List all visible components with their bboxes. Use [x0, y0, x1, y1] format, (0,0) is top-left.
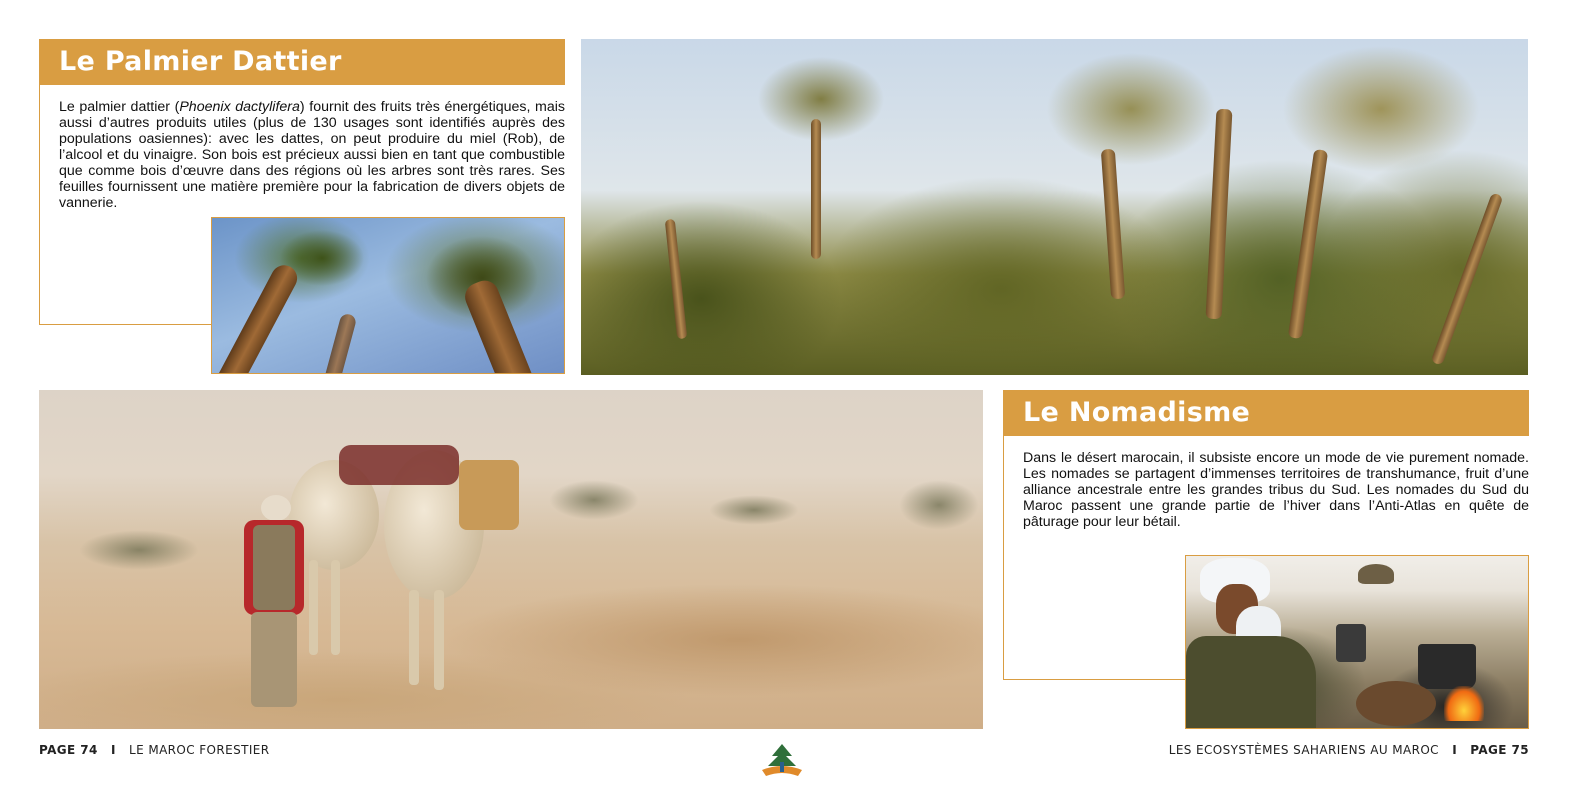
footer-left: [39, 742, 270, 758]
footer-left-page-number: PAGE 74: [39, 743, 98, 757]
footer-right-page-number: PAGE 75: [1470, 743, 1529, 757]
camel-saddle-bag: [339, 445, 459, 485]
palm-trunk-left: [211, 261, 302, 374]
footer-right: [1169, 742, 1529, 758]
footer-right-separator: I: [1452, 743, 1458, 757]
camel-leg: [434, 590, 444, 690]
camel-caravan-desert-photo: [39, 390, 983, 729]
palmier-dattier-title: Le Palmier Dattier: [59, 46, 342, 77]
oasis-trunk-4: [1288, 149, 1328, 339]
nomadisme-title: Le Nomadisme: [1023, 397, 1251, 428]
nomadisme-header: [1003, 390, 1529, 436]
campfire: [1444, 686, 1484, 721]
nomad-cooking-photo: [1185, 555, 1529, 729]
nomad-turban: [261, 495, 291, 521]
desert-shrub: [79, 530, 199, 570]
cooking-pot: [1418, 644, 1476, 689]
palmier-text-rest: ) fournit des fruits très énergétiques, mais aussi d’autres produits utiles (plus de 130 usages sont identifiés auprès des populations oasiennes): avec les dattes, on peut produire du miel (Rob), de l’alcool et du vinaigre. Son bois est précieux aussi bien en tant que combustible que comme bois d’œuvre dans des régions où les arbres sont très rares. Ses feuilles fournissent une matière première pour la fabrication de divers objets de vannerie.: [59, 99, 566, 211]
oasis-trunk-5: [1431, 192, 1504, 365]
camel-saddle-basket: [459, 460, 519, 530]
camel-leg: [409, 590, 419, 685]
oasis-trunk-2: [1101, 149, 1125, 300]
desert-shrub: [709, 495, 799, 525]
camel-leg: [309, 560, 318, 655]
kettle: [1336, 624, 1366, 662]
nomadisme-body: Dans le désert marocain, il subsiste encore un mode de vie purement nomade. Les nomades se partagent d’immenses territoires de transhumance, fruit d’une alliance ancestrale entre les grandes tribus du Sud. Les nomades du Sud du Maroc passent une grande partie de l’hiver dans l’Anti-Atlas en quête de pâturage pour leur bétail.: [1023, 450, 1529, 530]
palm-trunk-right: [461, 276, 541, 374]
oasis-trunk-3: [1206, 109, 1233, 320]
desert-shrub: [549, 480, 639, 520]
camel-leg: [331, 560, 340, 655]
footer-right-title: LES ECOSYSTÈMES SAHARIENS AU MAROC: [1168, 743, 1439, 757]
palmier-text-latin-name: Phoenix dactylifera: [179, 99, 300, 115]
nomad-jacket: [1186, 636, 1316, 729]
palmier-text-start: Le palmier dattier (: [59, 99, 180, 115]
bread-loaf: [1356, 681, 1436, 726]
distant-camel: [1358, 564, 1394, 584]
palmier-dattier-header: [39, 39, 565, 85]
oasis-trunk-1: [811, 119, 821, 259]
nomad-legs: [251, 612, 297, 707]
nomad-vest: [253, 525, 295, 610]
stylized-tree-logo-icon: [758, 742, 806, 780]
palm-trees-looking-up-photo: [211, 217, 565, 374]
palm-trunk-center: [319, 312, 358, 374]
desert-shrub: [899, 480, 979, 530]
footer-left-title: LE MAROC FORESTIER: [129, 743, 270, 757]
oasis-trunk-6: [665, 219, 687, 339]
footer-left-separator: I: [110, 743, 116, 757]
palm-oasis-panorama-photo: [581, 39, 1528, 375]
palmier-dattier-body: [59, 99, 565, 211]
